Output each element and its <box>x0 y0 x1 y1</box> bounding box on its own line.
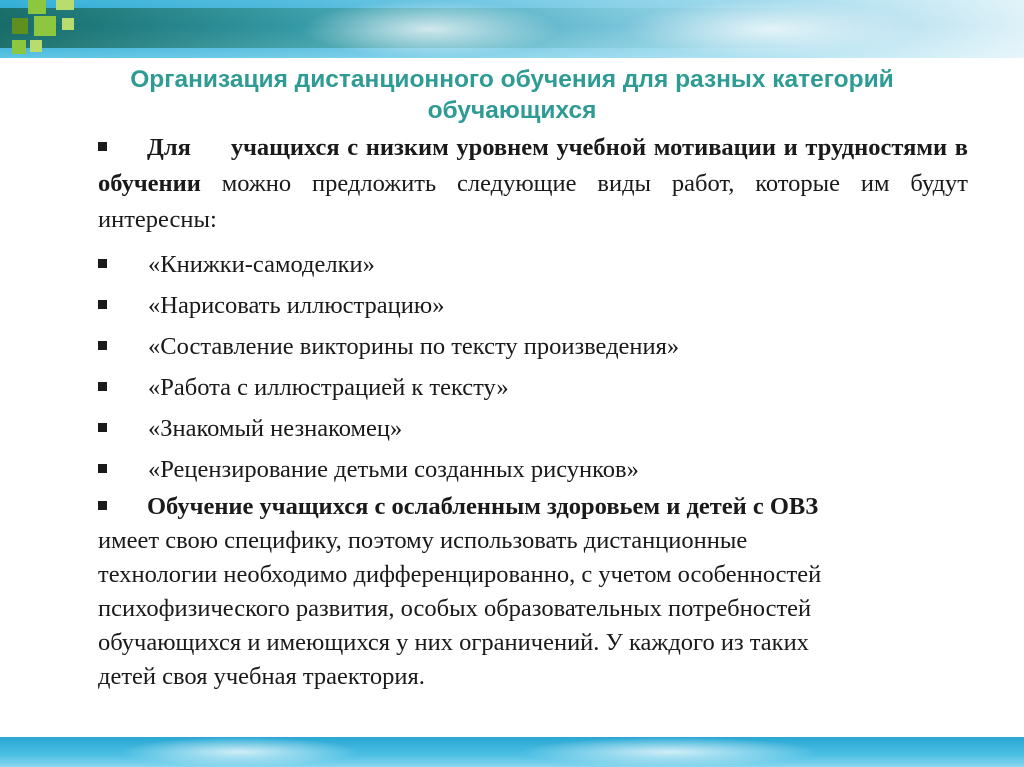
band-glow <box>120 737 360 767</box>
list-item-label: «Нарисовать иллюстрацию» <box>148 292 445 319</box>
list-item-label: «Книжки-самоделки» <box>148 251 375 278</box>
title-line-2: обучающихся <box>427 97 597 124</box>
ovz-line: технологии необходимо дифференцированно, с учетом особенностей <box>98 561 822 588</box>
decor-square <box>28 0 46 14</box>
square-bullet-icon <box>98 423 107 432</box>
band-glow <box>520 737 820 767</box>
intro-bold-text: учащихся с низким уровнем учебной мотивации и трудностями в обучении <box>98 134 968 197</box>
slide-title <box>40 64 984 126</box>
decor-square <box>62 18 74 30</box>
square-bullet-icon <box>98 464 107 473</box>
band-glow <box>300 0 560 58</box>
list-item <box>98 367 968 408</box>
list-item-label: «Работа с иллюстрацией к тексту» <box>148 374 509 401</box>
square-bullet-icon <box>98 382 107 391</box>
ovz-line: обучающихся и имеющихся у них ограничений. У каждого из таких <box>98 629 809 656</box>
ovz-line: психофизического развития, особых образовательных потребностей <box>98 595 812 622</box>
list-item <box>98 244 968 285</box>
list-item-label: «Составление викторины по тексту произведения» <box>148 333 680 360</box>
bottom-decor-band <box>0 737 1024 767</box>
square-bullet-icon <box>98 341 107 350</box>
decor-square <box>34 16 56 36</box>
top-decor-band <box>0 0 1024 58</box>
list-item <box>98 326 968 367</box>
intro-bold-lead: Для <box>147 134 191 161</box>
square-bullet-icon <box>98 259 107 268</box>
intro-paragraph <box>98 130 968 238</box>
list-item <box>98 449 968 490</box>
title-line-1: Организация дистанционного обучения для разных категорий <box>130 66 894 93</box>
list-item-label: «Рецензирование детьми созданных рисунков» <box>148 456 639 483</box>
intro-text: можно предложить следующие виды работ, которые им будут интересны: <box>98 170 968 233</box>
activity-list <box>98 244 968 490</box>
decor-square <box>12 40 26 54</box>
list-item <box>98 408 968 449</box>
ovz-bold-lead: Обучение учащихся с ослабленным здоровьем и детей с ОВЗ <box>147 493 819 520</box>
decor-square <box>12 18 28 34</box>
ovz-line: имеет свою специфику, поэтому использовать дистанционные <box>98 527 748 554</box>
slide-body <box>98 130 968 694</box>
list-item <box>98 285 968 326</box>
square-bullet-icon <box>98 300 107 309</box>
band-glow <box>620 0 920 58</box>
square-bullet-icon <box>98 501 107 510</box>
square-bullet-icon <box>98 142 107 151</box>
ovz-line: детей своя учебная траектория. <box>98 663 425 690</box>
list-item-label: «Знакомый незнакомец» <box>148 415 403 442</box>
decor-square <box>30 40 42 52</box>
decor-square <box>56 0 74 10</box>
ovz-paragraph <box>98 490 968 694</box>
